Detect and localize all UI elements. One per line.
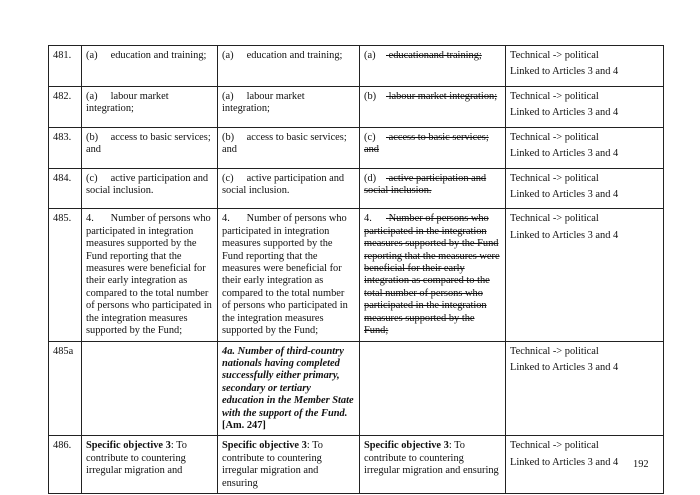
table-row	[49, 127, 664, 168]
row-number: 485.	[49, 209, 82, 341]
commission-text: 4. Number of persons who participated in integration measures supported by the Fund reporting that the measures were beneficial for their early integration as compared to the total number of persons who participated in the integration measures supported by the Fund;	[82, 209, 218, 341]
parliament-amendment: 4a. Number of third-country nationals having completed successfully either primary, secondary or tertiary education in the Member State with the support of the Fund. [Am. 247]	[218, 341, 360, 436]
commission-text	[82, 341, 218, 436]
comment: Technical -> political Linked to Articles 3 and 4	[506, 87, 664, 128]
council-text: (d) active participation and social inclusion.	[360, 168, 506, 209]
commission-text: (b) access to basic services; and	[82, 127, 218, 168]
parliament-text: Specific objective 3: To contribute to countering irregular migration and ensuring	[218, 436, 360, 494]
commission-text: (a) labour market integration;	[82, 87, 218, 128]
council-text: Specific objective 3: To contribute to countering irregular migration and ensuring	[360, 436, 506, 494]
comment: Technical -> political Linked to Articles 3 and 4	[506, 209, 664, 341]
comment: Technical -> political Linked to Articles 3 and 4	[506, 168, 664, 209]
comparison-table	[48, 45, 664, 494]
commission-text: (c) active participation and social inclusion.	[82, 168, 218, 209]
parliament-text: (b) access to basic services; and	[218, 127, 360, 168]
parliament-text: (c) active participation and social inclusion.	[218, 168, 360, 209]
council-text	[360, 341, 506, 436]
row-number: 485a	[49, 341, 82, 436]
commission-text: Specific objective 3: To contribute to countering irregular migration and	[82, 436, 218, 494]
row-number: 483.	[49, 127, 82, 168]
parliament-text: (a) labour market integration;	[218, 87, 360, 128]
table-row	[49, 46, 664, 87]
table-row	[49, 87, 664, 128]
comment: Technical -> political Linked to Articles 3 and 4	[506, 127, 664, 168]
commission-text: (a) education and training;	[82, 46, 218, 87]
table-row	[49, 436, 664, 494]
row-number: 481.	[49, 46, 82, 87]
comment: Technical -> political Linked to Articles 3 and 4	[506, 46, 664, 87]
council-text: (c) access to basic services; and	[360, 127, 506, 168]
table-row	[49, 209, 664, 341]
parliament-text: 4. Number of persons who participated in integration measures supported by the Fund reporting that the measures were beneficial for their early integration as compared to the total number of persons who participated in the integration measures supported by the Fund;	[218, 209, 360, 341]
comment: Technical -> political Linked to Articles 3 and 4	[506, 436, 664, 494]
parliament-text: (a) education and training;	[218, 46, 360, 87]
council-text: (b) labour market integration;	[360, 87, 506, 128]
table-row	[49, 341, 664, 436]
row-number: 482.	[49, 87, 82, 128]
council-text: (a) educationand training;	[360, 46, 506, 87]
comment: Technical -> political Linked to Articles 3 and 4	[506, 341, 664, 436]
row-number: 484.	[49, 168, 82, 209]
page-number: 192	[633, 459, 649, 470]
table-row	[49, 168, 664, 209]
council-text: 4. Number of persons who participated in the integration measures supported by the Fund reporting that the measures were beneficial for their early integration as compared to the total number of persons who participated in the integration measures supported by the Fund;	[360, 209, 506, 341]
row-number: 486.	[49, 436, 82, 494]
